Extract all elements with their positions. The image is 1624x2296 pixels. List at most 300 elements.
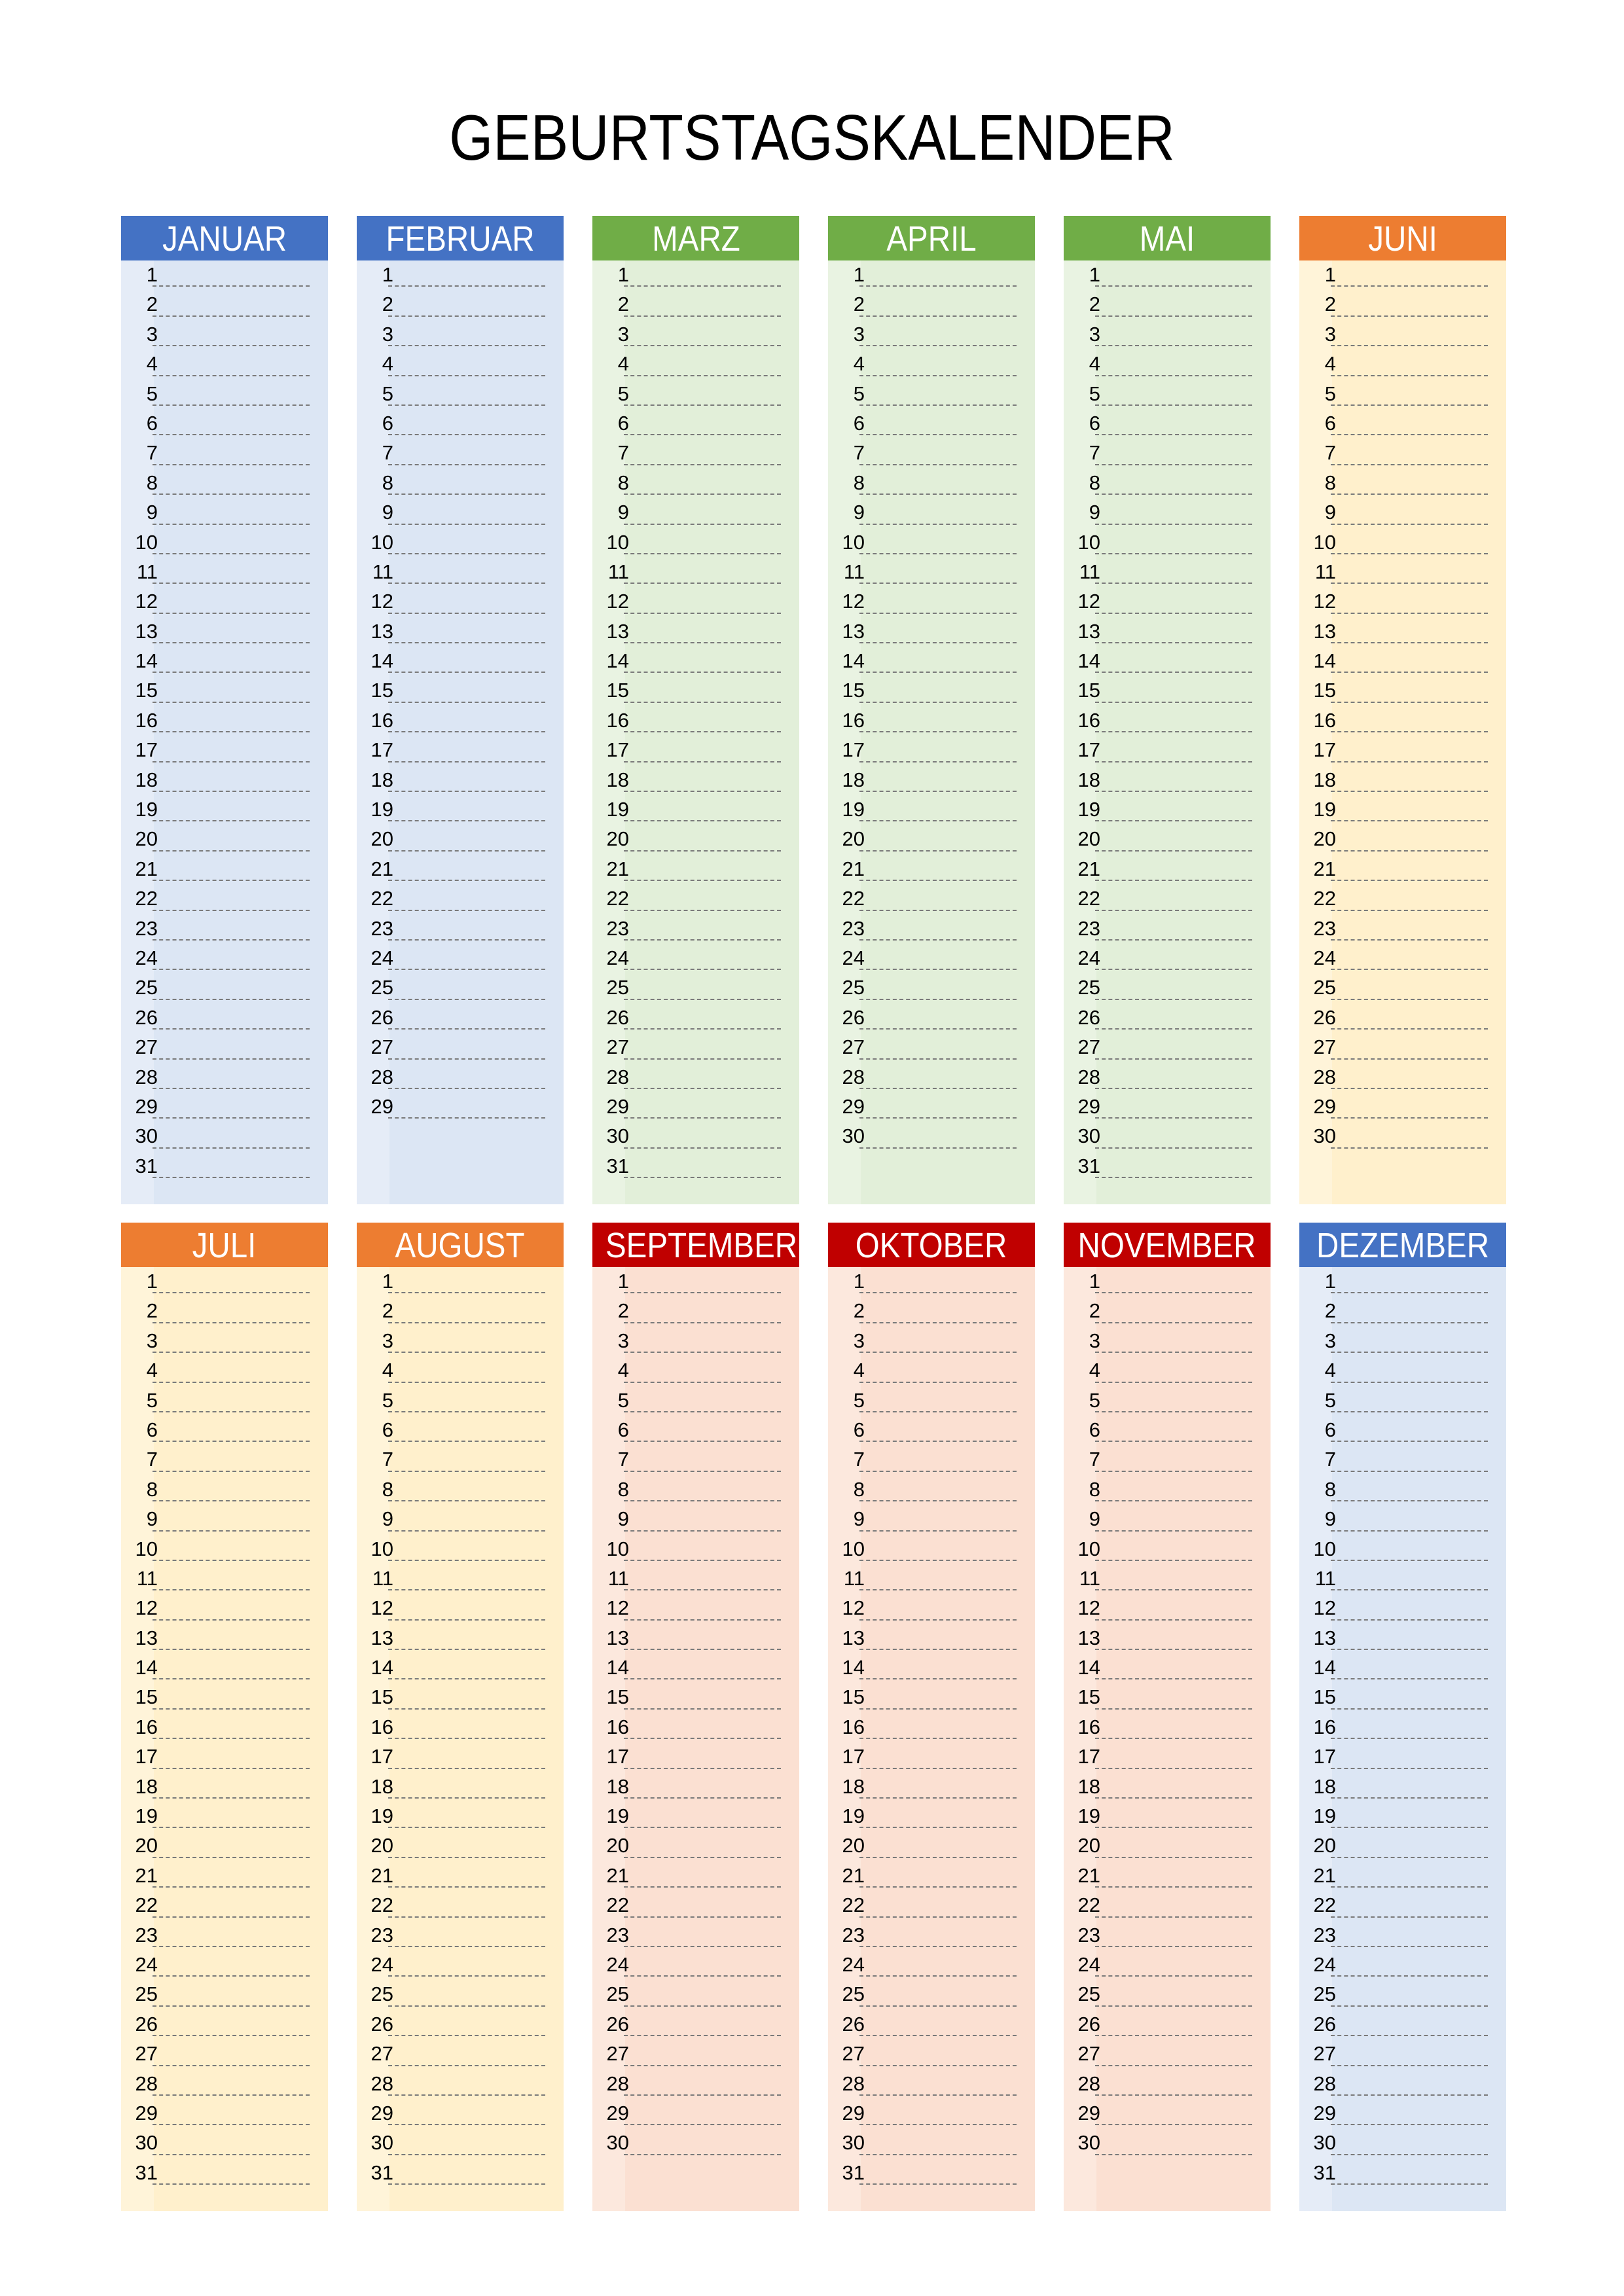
birthday-entry-line[interactable] <box>859 850 1017 852</box>
birthday-entry-line[interactable] <box>859 1500 1017 1501</box>
birthday-entry-line[interactable] <box>1095 345 1252 346</box>
birthday-entry-line[interactable] <box>388 315 545 317</box>
birthday-entry-line[interactable] <box>859 493 1017 495</box>
birthday-entry-line[interactable] <box>1331 761 1488 762</box>
birthday-entry-line[interactable] <box>859 2154 1017 2155</box>
birthday-entry-line[interactable] <box>1095 404 1252 406</box>
birthday-entry-line[interactable] <box>859 1352 1017 1353</box>
birthday-entry-line[interactable] <box>388 761 545 762</box>
birthday-entry-line[interactable] <box>859 1857 1017 1858</box>
birthday-entry-line[interactable] <box>1095 642 1252 643</box>
birthday-entry-line[interactable] <box>1095 1560 1252 1561</box>
birthday-entry-line[interactable] <box>624 613 781 614</box>
birthday-entry-line[interactable] <box>388 493 545 495</box>
birthday-entry-line[interactable] <box>1331 1708 1488 1710</box>
birthday-entry-line[interactable] <box>1095 1088 1252 1089</box>
birthday-entry-line[interactable] <box>859 820 1017 821</box>
birthday-entry-line[interactable] <box>153 702 310 703</box>
birthday-entry-line[interactable] <box>1095 731 1252 732</box>
birthday-entry-line[interactable] <box>153 524 310 525</box>
birthday-entry-line[interactable] <box>388 731 545 732</box>
birthday-entry-line[interactable] <box>624 404 781 406</box>
birthday-entry-line[interactable] <box>388 2094 545 2096</box>
birthday-entry-line[interactable] <box>153 1411 310 1412</box>
birthday-entry-line[interactable] <box>859 1975 1017 1977</box>
birthday-entry-line[interactable] <box>624 1177 781 1178</box>
birthday-entry-line[interactable] <box>388 2124 545 2125</box>
birthday-entry-line[interactable] <box>388 404 545 406</box>
birthday-entry-line[interactable] <box>859 1827 1017 1828</box>
birthday-entry-line[interactable] <box>624 1946 781 1947</box>
birthday-entry-line[interactable] <box>1331 820 1488 821</box>
birthday-entry-line[interactable] <box>1331 1441 1488 1442</box>
birthday-entry-line[interactable] <box>1331 493 1488 495</box>
birthday-entry-line[interactable] <box>1095 1411 1252 1412</box>
birthday-entry-line[interactable] <box>388 1916 545 1918</box>
birthday-entry-line[interactable] <box>1095 1441 1252 1442</box>
birthday-entry-line[interactable] <box>624 1619 781 1621</box>
birthday-entry-line[interactable] <box>859 1028 1017 1030</box>
birthday-entry-line[interactable] <box>859 1058 1017 1060</box>
birthday-entry-line[interactable] <box>1095 939 1252 941</box>
birthday-entry-line[interactable] <box>859 642 1017 643</box>
birthday-entry-line[interactable] <box>859 1886 1017 1888</box>
birthday-entry-line[interactable] <box>153 1028 310 1030</box>
birthday-entry-line[interactable] <box>624 1471 781 1472</box>
birthday-entry-line[interactable] <box>153 880 310 881</box>
birthday-entry-line[interactable] <box>1331 1797 1488 1799</box>
birthday-entry-line[interactable] <box>1095 1619 1252 1621</box>
birthday-entry-line[interactable] <box>153 1827 310 1828</box>
birthday-entry-line[interactable] <box>1331 2154 1488 2155</box>
birthday-entry-line[interactable] <box>1331 999 1488 1000</box>
birthday-entry-line[interactable] <box>153 1797 310 1799</box>
birthday-entry-line[interactable] <box>388 1797 545 1799</box>
birthday-entry-line[interactable] <box>624 493 781 495</box>
birthday-entry-line[interactable] <box>624 1028 781 1030</box>
birthday-entry-line[interactable] <box>388 583 545 584</box>
birthday-entry-line[interactable] <box>153 791 310 792</box>
birthday-entry-line[interactable] <box>1331 1649 1488 1650</box>
birthday-entry-line[interactable] <box>153 2035 310 2036</box>
birthday-entry-line[interactable] <box>388 1088 545 1089</box>
birthday-entry-line[interactable] <box>859 464 1017 465</box>
birthday-entry-line[interactable] <box>1331 2035 1488 2036</box>
birthday-entry-line[interactable] <box>388 1500 545 1501</box>
birthday-entry-line[interactable] <box>153 1946 310 1947</box>
birthday-entry-line[interactable] <box>388 1028 545 1030</box>
birthday-entry-line[interactable] <box>859 1471 1017 1472</box>
birthday-entry-line[interactable] <box>1331 2124 1488 2125</box>
birthday-entry-line[interactable] <box>153 969 310 970</box>
birthday-entry-line[interactable] <box>1331 434 1488 435</box>
birthday-entry-line[interactable] <box>1095 2154 1252 2155</box>
birthday-entry-line[interactable] <box>153 1147 310 1149</box>
birthday-entry-line[interactable] <box>1331 553 1488 554</box>
birthday-entry-line[interactable] <box>153 1177 310 1178</box>
birthday-entry-line[interactable] <box>624 2094 781 2096</box>
birthday-entry-line[interactable] <box>388 1292 545 1293</box>
birthday-entry-line[interactable] <box>153 375 310 376</box>
birthday-entry-line[interactable] <box>624 345 781 346</box>
birthday-entry-line[interactable] <box>388 969 545 970</box>
birthday-entry-line[interactable] <box>388 1441 545 1442</box>
birthday-entry-line[interactable] <box>388 2065 545 2066</box>
birthday-entry-line[interactable] <box>624 1649 781 1650</box>
birthday-entry-line[interactable] <box>153 1530 310 1532</box>
birthday-entry-line[interactable] <box>1095 464 1252 465</box>
birthday-entry-line[interactable] <box>1331 1471 1488 1472</box>
birthday-entry-line[interactable] <box>624 2124 781 2125</box>
birthday-entry-line[interactable] <box>1331 672 1488 673</box>
birthday-entry-line[interactable] <box>624 702 781 703</box>
birthday-entry-line[interactable] <box>624 1589 781 1590</box>
birthday-entry-line[interactable] <box>1095 493 1252 495</box>
birthday-entry-line[interactable] <box>1331 791 1488 792</box>
birthday-entry-line[interactable] <box>153 1708 310 1710</box>
birthday-entry-line[interactable] <box>388 1382 545 1383</box>
birthday-entry-line[interactable] <box>624 1058 781 1060</box>
birthday-entry-line[interactable] <box>1095 791 1252 792</box>
birthday-entry-line[interactable] <box>624 820 781 821</box>
birthday-entry-line[interactable] <box>153 642 310 643</box>
birthday-entry-line[interactable] <box>624 1678 781 1679</box>
birthday-entry-line[interactable] <box>388 2005 545 2007</box>
birthday-entry-line[interactable] <box>624 464 781 465</box>
birthday-entry-line[interactable] <box>388 1560 545 1561</box>
birthday-entry-line[interactable] <box>153 1471 310 1472</box>
birthday-entry-line[interactable] <box>388 553 545 554</box>
birthday-entry-line[interactable] <box>1095 969 1252 970</box>
birthday-entry-line[interactable] <box>1095 880 1252 881</box>
birthday-entry-line[interactable] <box>1331 1058 1488 1060</box>
birthday-entry-line[interactable] <box>153 1678 310 1679</box>
birthday-entry-line[interactable] <box>1331 1382 1488 1383</box>
birthday-entry-line[interactable] <box>859 1560 1017 1561</box>
birthday-entry-line[interactable] <box>388 2183 545 2185</box>
birthday-entry-line[interactable] <box>153 939 310 941</box>
birthday-entry-line[interactable] <box>859 1088 1017 1089</box>
birthday-entry-line[interactable] <box>153 731 310 732</box>
birthday-entry-line[interactable] <box>859 1708 1017 1710</box>
birthday-entry-line[interactable] <box>859 434 1017 435</box>
birthday-entry-line[interactable] <box>153 1441 310 1442</box>
birthday-entry-line[interactable] <box>153 672 310 673</box>
birthday-entry-line[interactable] <box>1331 524 1488 525</box>
birthday-entry-line[interactable] <box>153 434 310 435</box>
birthday-entry-line[interactable] <box>1095 1916 1252 1918</box>
birthday-entry-line[interactable] <box>1331 583 1488 584</box>
birthday-entry-line[interactable] <box>1095 524 1252 525</box>
birthday-entry-line[interactable] <box>624 315 781 317</box>
birthday-entry-line[interactable] <box>388 999 545 1000</box>
birthday-entry-line[interactable] <box>1095 1177 1252 1178</box>
birthday-entry-line[interactable] <box>1095 1471 1252 1472</box>
birthday-entry-line[interactable] <box>1095 1028 1252 1030</box>
birthday-entry-line[interactable] <box>1095 613 1252 614</box>
birthday-entry-line[interactable] <box>1331 1117 1488 1119</box>
birthday-entry-line[interactable] <box>624 1886 781 1888</box>
birthday-entry-line[interactable] <box>388 1827 545 1828</box>
birthday-entry-line[interactable] <box>859 2183 1017 2185</box>
birthday-entry-line[interactable] <box>1331 1322 1488 1323</box>
birthday-entry-line[interactable] <box>859 1322 1017 1323</box>
birthday-entry-line[interactable] <box>1095 910 1252 911</box>
birthday-entry-line[interactable] <box>1331 702 1488 703</box>
birthday-entry-line[interactable] <box>153 345 310 346</box>
birthday-entry-line[interactable] <box>859 1619 1017 1621</box>
birthday-entry-line[interactable] <box>1331 1946 1488 1947</box>
birthday-entry-line[interactable] <box>859 1292 1017 1293</box>
birthday-entry-line[interactable] <box>153 1738 310 1739</box>
birthday-entry-line[interactable] <box>859 702 1017 703</box>
birthday-entry-line[interactable] <box>859 583 1017 584</box>
birthday-entry-line[interactable] <box>1331 315 1488 317</box>
birthday-entry-line[interactable] <box>859 672 1017 673</box>
birthday-entry-line[interactable] <box>1095 583 1252 584</box>
birthday-entry-line[interactable] <box>153 2005 310 2007</box>
birthday-entry-line[interactable] <box>153 1857 310 1858</box>
birthday-entry-line[interactable] <box>1095 672 1252 673</box>
birthday-entry-line[interactable] <box>388 791 545 792</box>
birthday-entry-line[interactable] <box>1095 1147 1252 1149</box>
birthday-entry-line[interactable] <box>1095 375 1252 376</box>
birthday-entry-line[interactable] <box>153 1382 310 1383</box>
birthday-entry-line[interactable] <box>859 1147 1017 1149</box>
birthday-entry-line[interactable] <box>859 910 1017 911</box>
birthday-entry-line[interactable] <box>859 2035 1017 2036</box>
birthday-entry-line[interactable] <box>624 2035 781 2036</box>
birthday-entry-line[interactable] <box>1331 642 1488 643</box>
birthday-entry-line[interactable] <box>1095 1292 1252 1293</box>
birthday-entry-line[interactable] <box>624 1857 781 1858</box>
birthday-entry-line[interactable] <box>388 375 545 376</box>
birthday-entry-line[interactable] <box>388 910 545 911</box>
birthday-entry-line[interactable] <box>624 1797 781 1799</box>
birthday-entry-line[interactable] <box>624 850 781 852</box>
birthday-entry-line[interactable] <box>859 524 1017 525</box>
birthday-entry-line[interactable] <box>1095 1058 1252 1060</box>
birthday-entry-line[interactable] <box>624 1827 781 1828</box>
birthday-entry-line[interactable] <box>859 969 1017 970</box>
birthday-entry-line[interactable] <box>1095 761 1252 762</box>
birthday-entry-line[interactable] <box>1331 2094 1488 2096</box>
birthday-entry-line[interactable] <box>624 791 781 792</box>
birthday-entry-line[interactable] <box>388 1738 545 1739</box>
birthday-entry-line[interactable] <box>1095 999 1252 1000</box>
birthday-entry-line[interactable] <box>1331 1827 1488 1828</box>
birthday-entry-line[interactable] <box>388 880 545 881</box>
birthday-entry-line[interactable] <box>153 404 310 406</box>
birthday-entry-line[interactable] <box>859 1441 1017 1442</box>
birthday-entry-line[interactable] <box>153 1088 310 1089</box>
birthday-entry-line[interactable] <box>388 1352 545 1353</box>
birthday-entry-line[interactable] <box>388 1886 545 1888</box>
birthday-entry-line[interactable] <box>388 820 545 821</box>
birthday-entry-line[interactable] <box>1095 1117 1252 1119</box>
birthday-entry-line[interactable] <box>624 1292 781 1293</box>
birthday-entry-line[interactable] <box>388 434 545 435</box>
birthday-entry-line[interactable] <box>624 1708 781 1710</box>
birthday-entry-line[interactable] <box>1095 2124 1252 2125</box>
birthday-entry-line[interactable] <box>388 1530 545 1532</box>
birthday-entry-line[interactable] <box>153 1322 310 1323</box>
birthday-entry-line[interactable] <box>388 1117 545 1119</box>
birthday-entry-line[interactable] <box>1331 404 1488 406</box>
birthday-entry-line[interactable] <box>153 1500 310 1501</box>
birthday-entry-line[interactable] <box>153 1619 310 1621</box>
birthday-entry-line[interactable] <box>859 613 1017 614</box>
birthday-entry-line[interactable] <box>1331 1028 1488 1030</box>
birthday-entry-line[interactable] <box>1095 1322 1252 1323</box>
birthday-entry-line[interactable] <box>1095 1678 1252 1679</box>
birthday-entry-line[interactable] <box>388 702 545 703</box>
birthday-entry-line[interactable] <box>624 969 781 970</box>
birthday-entry-line[interactable] <box>1331 939 1488 941</box>
birthday-entry-line[interactable] <box>1331 613 1488 614</box>
birthday-entry-line[interactable] <box>388 345 545 346</box>
birthday-entry-line[interactable] <box>859 1916 1017 1918</box>
birthday-entry-line[interactable] <box>1331 1411 1488 1412</box>
birthday-entry-line[interactable] <box>1331 1088 1488 1089</box>
birthday-entry-line[interactable] <box>153 1975 310 1977</box>
birthday-entry-line[interactable] <box>624 583 781 584</box>
birthday-entry-line[interactable] <box>624 1411 781 1412</box>
birthday-entry-line[interactable] <box>1331 1589 1488 1590</box>
birthday-entry-line[interactable] <box>388 464 545 465</box>
birthday-entry-line[interactable] <box>388 2035 545 2036</box>
birthday-entry-line[interactable] <box>388 524 545 525</box>
birthday-entry-line[interactable] <box>624 731 781 732</box>
birthday-entry-line[interactable] <box>859 1738 1017 1739</box>
birthday-entry-line[interactable] <box>1331 1738 1488 1739</box>
birthday-entry-line[interactable] <box>1095 1886 1252 1888</box>
birthday-entry-line[interactable] <box>1331 731 1488 732</box>
birthday-entry-line[interactable] <box>624 880 781 881</box>
birthday-entry-line[interactable] <box>1331 345 1488 346</box>
birthday-entry-line[interactable] <box>1095 1500 1252 1501</box>
birthday-entry-line[interactable] <box>1331 2065 1488 2066</box>
birthday-entry-line[interactable] <box>624 1441 781 1442</box>
birthday-entry-line[interactable] <box>624 1088 781 1089</box>
birthday-entry-line[interactable] <box>1095 434 1252 435</box>
birthday-entry-line[interactable] <box>153 1352 310 1353</box>
birthday-entry-line[interactable] <box>388 1471 545 1472</box>
birthday-entry-line[interactable] <box>859 731 1017 732</box>
birthday-entry-line[interactable] <box>624 642 781 643</box>
birthday-entry-line[interactable] <box>624 553 781 554</box>
birthday-entry-line[interactable] <box>153 850 310 852</box>
birthday-entry-line[interactable] <box>624 1768 781 1769</box>
birthday-entry-line[interactable] <box>1331 1292 1488 1293</box>
birthday-entry-line[interactable] <box>1331 1975 1488 1977</box>
birthday-entry-line[interactable] <box>859 345 1017 346</box>
birthday-entry-line[interactable] <box>1095 1382 1252 1383</box>
birthday-entry-line[interactable] <box>1331 375 1488 376</box>
birthday-entry-line[interactable] <box>1331 1147 1488 1149</box>
birthday-entry-line[interactable] <box>624 939 781 941</box>
birthday-entry-line[interactable] <box>153 1058 310 1060</box>
birthday-entry-line[interactable] <box>153 315 310 317</box>
birthday-entry-line[interactable] <box>153 553 310 554</box>
birthday-entry-line[interactable] <box>859 553 1017 554</box>
birthday-entry-line[interactable] <box>1331 1619 1488 1621</box>
birthday-entry-line[interactable] <box>859 1382 1017 1383</box>
birthday-entry-line[interactable] <box>859 1946 1017 1947</box>
birthday-entry-line[interactable] <box>153 1886 310 1888</box>
birthday-entry-line[interactable] <box>1095 2005 1252 2007</box>
birthday-entry-line[interactable] <box>1095 2035 1252 2036</box>
birthday-entry-line[interactable] <box>388 939 545 941</box>
birthday-entry-line[interactable] <box>388 1058 545 1060</box>
birthday-entry-line[interactable] <box>624 999 781 1000</box>
birthday-entry-line[interactable] <box>859 880 1017 881</box>
birthday-entry-line[interactable] <box>859 2005 1017 2007</box>
birthday-entry-line[interactable] <box>1095 1738 1252 1739</box>
birthday-entry-line[interactable] <box>388 642 545 643</box>
birthday-entry-line[interactable] <box>1095 1857 1252 1858</box>
birthday-entry-line[interactable] <box>153 910 310 911</box>
birthday-entry-line[interactable] <box>388 672 545 673</box>
birthday-entry-line[interactable] <box>153 820 310 821</box>
birthday-entry-line[interactable] <box>624 434 781 435</box>
birthday-entry-line[interactable] <box>1095 702 1252 703</box>
birthday-entry-line[interactable] <box>1331 1530 1488 1532</box>
birthday-entry-line[interactable] <box>1095 2094 1252 2096</box>
birthday-entry-line[interactable] <box>1095 1797 1252 1799</box>
birthday-entry-line[interactable] <box>1095 820 1252 821</box>
birthday-entry-line[interactable] <box>1331 2005 1488 2007</box>
birthday-entry-line[interactable] <box>624 1147 781 1149</box>
birthday-entry-line[interactable] <box>859 1117 1017 1119</box>
birthday-entry-line[interactable] <box>388 1946 545 1947</box>
birthday-entry-line[interactable] <box>1331 1352 1488 1353</box>
birthday-entry-line[interactable] <box>1331 285 1488 287</box>
birthday-entry-line[interactable] <box>1095 850 1252 852</box>
birthday-entry-line[interactable] <box>859 1649 1017 1650</box>
birthday-entry-line[interactable] <box>624 910 781 911</box>
birthday-entry-line[interactable] <box>624 375 781 376</box>
birthday-entry-line[interactable] <box>1331 1916 1488 1918</box>
birthday-entry-line[interactable] <box>624 2065 781 2066</box>
birthday-entry-line[interactable] <box>1095 315 1252 317</box>
birthday-entry-line[interactable] <box>624 1530 781 1532</box>
birthday-entry-line[interactable] <box>388 1678 545 1679</box>
birthday-entry-line[interactable] <box>388 613 545 614</box>
birthday-entry-line[interactable] <box>624 1975 781 1977</box>
birthday-entry-line[interactable] <box>388 1589 545 1590</box>
birthday-entry-line[interactable] <box>153 1117 310 1119</box>
birthday-entry-line[interactable] <box>388 1768 545 1769</box>
birthday-entry-line[interactable] <box>624 285 781 287</box>
birthday-entry-line[interactable] <box>388 850 545 852</box>
birthday-entry-line[interactable] <box>624 1738 781 1739</box>
birthday-entry-line[interactable] <box>859 1797 1017 1799</box>
birthday-entry-line[interactable] <box>388 1619 545 1621</box>
birthday-entry-line[interactable] <box>859 315 1017 317</box>
birthday-entry-line[interactable] <box>1095 1649 1252 1650</box>
birthday-entry-line[interactable] <box>153 2065 310 2066</box>
birthday-entry-line[interactable] <box>1095 1975 1252 1977</box>
birthday-entry-line[interactable] <box>1331 1678 1488 1679</box>
birthday-entry-line[interactable] <box>859 404 1017 406</box>
birthday-entry-line[interactable] <box>1331 1768 1488 1769</box>
birthday-entry-line[interactable] <box>388 1411 545 1412</box>
birthday-entry-line[interactable] <box>1331 2183 1488 2185</box>
birthday-entry-line[interactable] <box>153 2154 310 2155</box>
birthday-entry-line[interactable] <box>1331 969 1488 970</box>
birthday-entry-line[interactable] <box>153 493 310 495</box>
